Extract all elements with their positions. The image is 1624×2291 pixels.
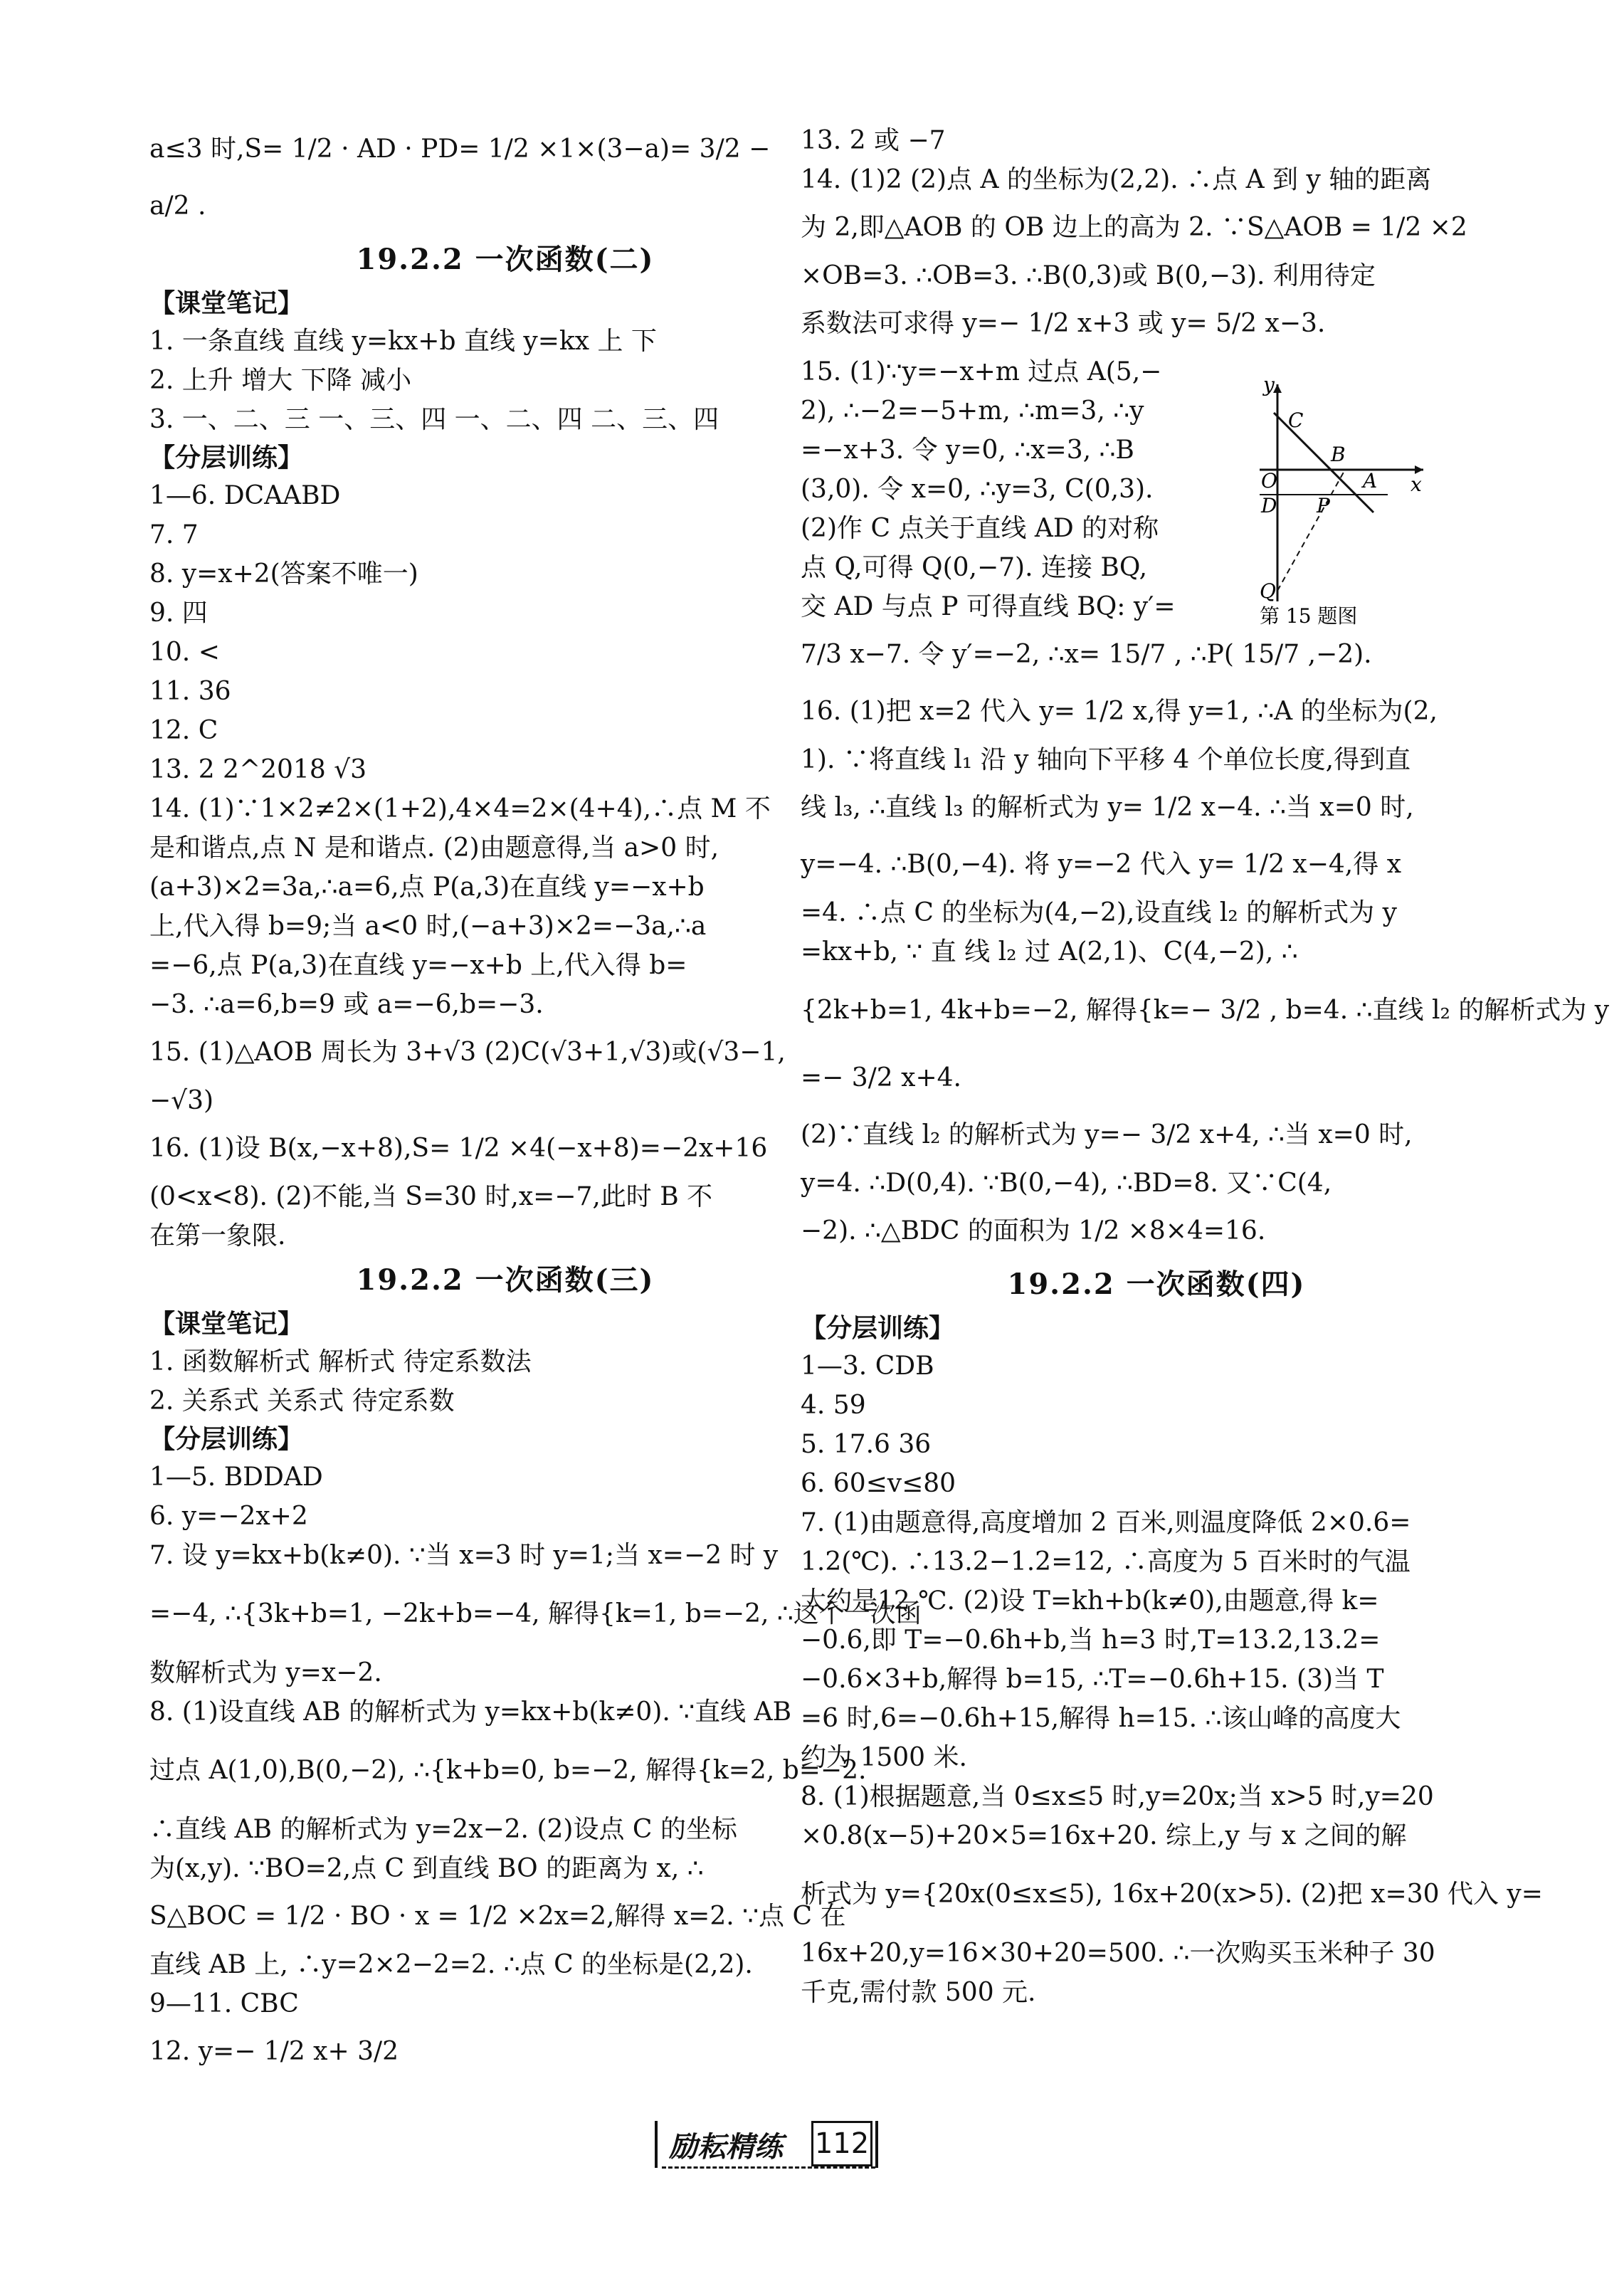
answer-line: =−4, ∴{3k+b=1, −2k+b=−4, 解得{k=1, b=−2, ∴这个一次函 (149, 1599, 922, 1628)
label-y: y (1263, 373, 1275, 396)
section-title: 19.2.2 一次函数(二) (356, 243, 655, 276)
answer-line: −0.6,即 T=−0.6h+b,当 h=3 时,T=13.2,13.2= (801, 1626, 1381, 1655)
page-number: 112 (811, 2121, 872, 2166)
answer-line: 6. y=−2x+2 (149, 1502, 308, 1531)
answer-line: 在第一象限. (149, 1221, 286, 1250)
answer-line: =4. ∴点 C 的坐标为(4,−2),设直线 l₂ 的解析式为 y (801, 898, 1397, 927)
answer-line: −0.6×3+b,解得 b=15, ∴T=−0.6h+15. (3)当 T (801, 1665, 1384, 1694)
subsection-header: 【课堂笔记】 (149, 1309, 304, 1339)
answer-line: 2), ∴−2=−5+m, ∴m=3, ∴y (801, 396, 1144, 426)
answer-line: y=4. ∴D(0,4). ∵B(0,−4), ∴BD=8. 又∵C(4, (801, 1169, 1332, 1198)
figure-15 (1217, 370, 1430, 626)
answer-line: 15. (1)∵y=−x+m 过点 A(5,− (801, 357, 1162, 386)
answer-line: ×OB=3. ∴OB=3. ∴B(0,3)或 B(0,−3). 利用待定 (801, 261, 1376, 290)
section-title: 19.2.2 一次函数(三) (356, 1263, 655, 1297)
answer-line: y=−4. ∴B(0,−4). 将 y=−2 代入 y= 1/2 x−4,得 x (801, 850, 1401, 879)
answer-line: 9—11. CBC (149, 1989, 299, 2018)
answer-line: 5. 17.6 36 (801, 1430, 932, 1459)
answer-line: 1.2(℃). ∴13.2−1.2=12, ∴高度为 5 百米时的气温 (801, 1547, 1411, 1576)
section-title: 19.2.2 一次函数(四) (1007, 1268, 1306, 1301)
answer-line: 2. 上升 增大 下降 减小 (149, 366, 412, 395)
answer-line: =6 时,6=−0.6h+15,解得 h=15. ∴该山峰的高度大 (801, 1704, 1401, 1733)
label-x: x (1411, 473, 1422, 496)
footer-bar-right (875, 2121, 878, 2168)
answer-line: 7. 设 y=kx+b(k≠0). ∵当 x=3 时 y=1;当 x=−2 时 y (149, 1541, 779, 1570)
answer-line: 15. (1)△AOB 周长为 3+√3 (2)C(√3+1,√3)或(√3−1, (149, 1038, 786, 1067)
answer-line: 7. 7 (149, 520, 199, 549)
subsection-header: 【分层训练】 (801, 1313, 955, 1343)
answer-line: 7/3 x−7. 令 y′=−2, ∴x= 15/7 , ∴P( 15/7 ,−2). (801, 640, 1372, 669)
answer-line: 过点 A(1,0),B(0,−2), ∴{k+b=0, b=−2, 解得{k=2, b=−2. (149, 1756, 867, 1785)
answer-line: 线 l₃, ∴直线 l₃ 的解析式为 y= 1/2 x−4. ∴当 x=0 时, (801, 793, 1414, 822)
answer-line: 析式为 y={20x(0≤x≤5), 16x+20(x>5). (2)把 x=30 代入 y= (801, 1880, 1543, 1909)
footer-bar-left (655, 2121, 658, 2168)
answer-line: 1—3. CDB (801, 1352, 934, 1381)
subsection-header: 【分层训练】 (149, 443, 304, 473)
answer-line: S△BOC = 1/2 · BO · x = 1/2 ×2x=2,解得 x=2. ∵点 C 在 (149, 1902, 846, 1931)
answer-line: 12. C (149, 716, 218, 745)
line-bq (1277, 470, 1345, 591)
answer-line: =kx+b, ∵ 直 线 l₂ 过 A(2,1)、C(4,−2), ∴ (801, 937, 1298, 967)
answer-line: =−x+3. 令 y=0, ∴x=3, ∴B (801, 436, 1134, 465)
answer-line: 2. 关系式 关系式 待定系数 (149, 1386, 455, 1416)
answer-line: (0<x<8). (2)不能,当 S=30 时,x=−7,此时 B 不 (149, 1182, 713, 1211)
label-a: A (1363, 469, 1378, 493)
answer-line: 是和谐点,点 N 是和谐点. (2)由题意得,当 a>0 时, (149, 833, 719, 863)
figure-caption: 第 15 题图 (1260, 604, 1358, 626)
answer-line: 8. (1)根据题意,当 0≤x≤5 时,y=20x;当 x>5 时,y=20 (801, 1782, 1434, 1811)
answer-line: 6. 60≤v≤80 (801, 1469, 956, 1498)
answer-line: ∴直线 AB 的解析式为 y=2x−2. (2)设点 C 的坐标 (149, 1815, 737, 1844)
label-q: Q (1260, 579, 1276, 603)
answer-line: 12. y=− 1/2 x+ 3/2 (149, 2037, 399, 2066)
answer-line: 大约是12 ℃. (2)设 T=kh+b(k≠0),由题意,得 k= (801, 1586, 1379, 1616)
answer-line: =− 3/2 x+4. (801, 1063, 961, 1092)
answer-line: (2)作 C 点关于直线 AD 的对称 (801, 514, 1159, 543)
coordinate-graph (1217, 370, 1430, 626)
answer-line: 14. (1)2 (2)点 A 的坐标为(2,2). ∴点 A 到 y 轴的距离 (801, 165, 1432, 194)
answer-line: 13. 2 或 −7 (801, 126, 946, 155)
label-c: C (1288, 409, 1304, 432)
label-b: B (1331, 443, 1346, 466)
answer-line: 10. < (149, 638, 220, 667)
answer-line: 千克,需付款 500 元. (801, 1978, 1036, 2007)
answer-line: a/2 . (149, 191, 206, 221)
answer-line: −3. ∴a=6,b=9 或 a=−6,b=−3. (149, 990, 544, 1019)
answer-line: (3,0). 令 x=0, ∴y=3, C(0,3). (801, 475, 1154, 504)
subsection-header: 【分层训练】 (149, 1424, 304, 1454)
label-p: P (1317, 494, 1330, 517)
answer-line: −√3) (149, 1086, 214, 1115)
answer-line: 系数法可求得 y=− 1/2 x+3 或 y= 5/2 x−3. (801, 309, 1326, 338)
label-d: D (1261, 494, 1277, 517)
answer-line: 1. 一条直线 直线 y=kx+b 直线 y=kx 上 下 (149, 327, 657, 356)
answer-line: 数解析式为 y=x−2. (149, 1658, 382, 1687)
label-o: O (1261, 469, 1277, 493)
answer-line: a≤3 时,S= 1/2 · AD · PD= 1/2 ×1×(3−a)= 3/2 − (149, 135, 771, 164)
answer-line: 为(x,y). ∵BO=2,点 C 到直线 BO 的距离为 x, ∴ (149, 1854, 704, 1883)
answer-line: 直线 AB 上, ∴y=2×2−2=2. ∴点 C 的坐标是(2,2). (149, 1950, 753, 1979)
footer-dashed-rule (662, 2166, 875, 2169)
answer-line: 1—5. BDDAD (149, 1463, 323, 1492)
answer-line: (2)∵直线 l₂ 的解析式为 y=− 3/2 x+4, ∴当 x=0 时, (801, 1120, 1413, 1149)
answer-line: 1. 函数解析式 解析式 待定系数法 (149, 1347, 532, 1376)
answer-line: 13. 2 2^2018 √3 (149, 755, 367, 784)
answer-line: 4. 59 (801, 1391, 866, 1420)
answer-line: 约为 1500 米. (801, 1743, 967, 1772)
answer-line: 16x+20,y=16×30+20=500. ∴一次购买玉米种子 30 (801, 1939, 1435, 1968)
answer-line: {2k+b=1, 4k+b=−2, 解得{k=− 3/2 , b=4. ∴直线 l₂ 的解析式为 y (801, 996, 1610, 1025)
answer-line: −2). ∴△BDC 的面积为 1/2 ×8×4=16. (801, 1216, 1266, 1245)
answer-line: =−6,点 P(a,3)在直线 y=−x+b 上,代入得 b= (149, 951, 687, 980)
answer-line: 1—6. DCAABD (149, 481, 341, 510)
answer-line: 上,代入得 b=9;当 a<0 时,(−a+3)×2=−3a,∴a (149, 912, 707, 941)
answer-line: 14. (1)∵1×2≠2×(1+2),4×4=2×(4+4),∴点 M 不 (149, 794, 771, 823)
subsection-header: 【课堂笔记】 (149, 288, 304, 318)
answer-line: 点 Q,可得 Q(0,−7). 连接 BQ, (801, 553, 1148, 582)
answer-line: 9. 四 (149, 599, 208, 628)
answer-line: 1). ∵将直线 l₁ 沿 y 轴向下平移 4 个单位长度,得到直 (801, 745, 1411, 774)
answer-line: 8. y=x+2(答案不唯一) (149, 559, 418, 589)
answer-line: 为 2,即△AOB 的 OB 边上的高为 2. ∵S△AOB = 1/2 ×2 (801, 213, 1467, 242)
answer-line: 3. 一、二、三 一、三、四 一、二、四 二、三、四 (149, 405, 719, 434)
brand-logo: 励耘精练 (669, 2131, 783, 2164)
answer-line: (a+3)×2=3a,∴a=6,点 P(a,3)在直线 y=−x+b (149, 873, 705, 902)
answer-line: 11. 36 (149, 677, 231, 706)
answer-line: ×0.8(x−5)+20×5=16x+20. 综上,y 与 x 之间的解 (801, 1821, 1407, 1850)
answer-line: 7. (1)由题意得,高度增加 2 百米,则温度降低 2×0.6= (801, 1508, 1411, 1537)
answer-line: 16. (1)设 B(x,−x+8),S= 1/2 ×4(−x+8)=−2x+16 (149, 1134, 768, 1163)
page-footer (655, 2121, 882, 2171)
answer-line: 8. (1)设直线 AB 的解析式为 y=kx+b(k≠0). ∵直线 AB (149, 1697, 792, 1727)
answer-line: 交 AD 与点 P 可得直线 BQ: y′= (801, 592, 1176, 621)
answer-line: 16. (1)把 x=2 代入 y= 1/2 x,得 y=1, ∴A 的坐标为(2, (801, 697, 1438, 726)
